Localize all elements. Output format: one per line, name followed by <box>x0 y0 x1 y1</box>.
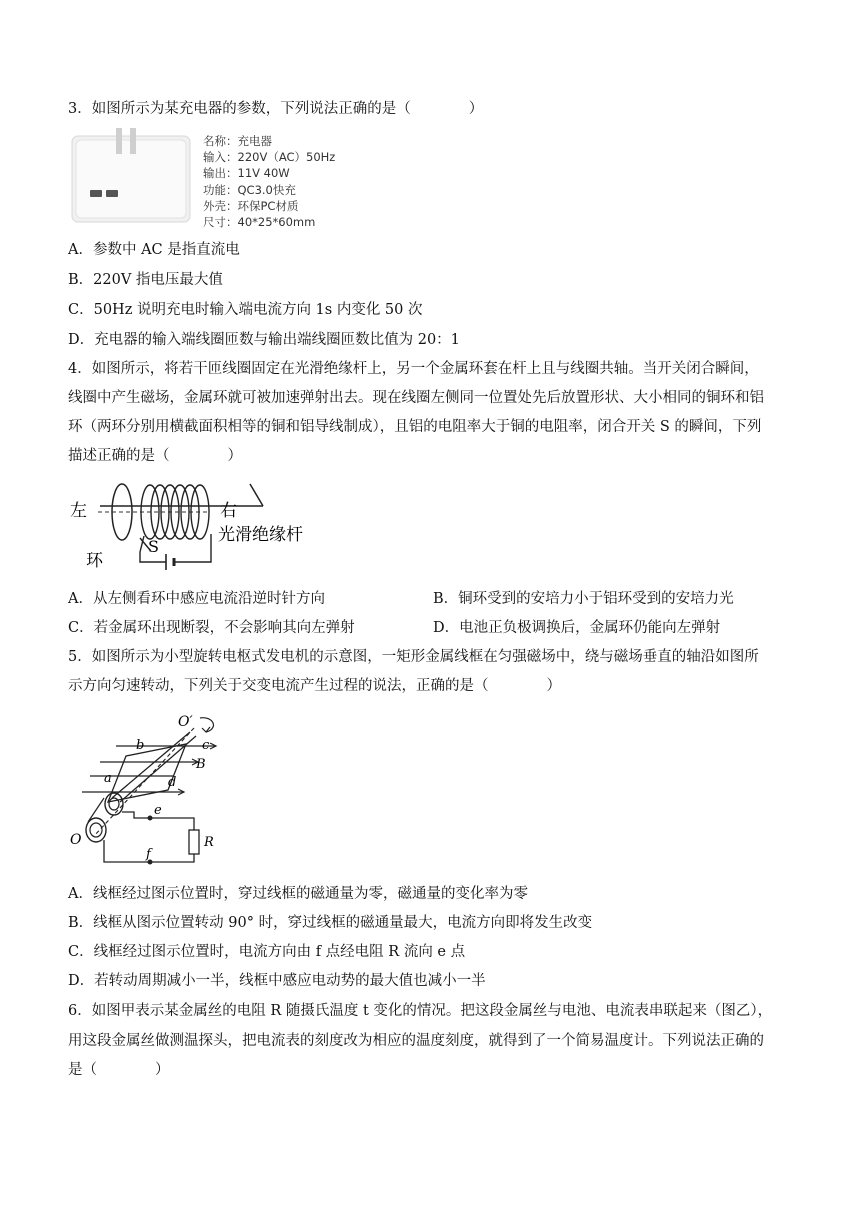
label-B: B <box>196 757 206 772</box>
charger-spec-list <box>203 133 335 230</box>
q4-option-c: C．若金属环出现断裂，不会影响其向左弹射 <box>68 620 355 636</box>
label-f: f <box>146 847 151 862</box>
q4-stem-line-1: 4．如图所示，将若干匝线圈固定在光滑绝缘杆上，另一个金属环套在杆上且与线圈共轴。当开关闭合瞬间， <box>68 361 759 377</box>
spec-line: 名称：充电器 <box>203 134 272 148</box>
label-c: c <box>202 738 210 753</box>
spec-line: 外壳：环保PC材质 <box>203 198 299 213</box>
q4-stem-line-2: 线圈中产生磁场，金属环就可被加速弹射出去。现在线圈左侧同一位置处先后放置形状、大小相同的铜环和铝 <box>68 390 764 406</box>
label-rod: 光滑绝缘杆 <box>218 525 303 545</box>
q4-option-d: D．电池正负极调换后，金属环仍能向左弹射 <box>433 620 721 636</box>
label-switch: S <box>148 537 159 556</box>
label-o-prime: O′ <box>178 714 193 730</box>
spec-line: 尺寸：40*25*60mm <box>203 215 316 230</box>
q4-option-b: B．铜环受到的安培力小于铝环受到的安培力光 <box>433 591 734 607</box>
label-left: 左 <box>70 501 87 521</box>
q6-stem-line-3: 是（ ） <box>68 1062 170 1078</box>
q5-stem-line-1: 5．如图所示为小型旋转电枢式发电机的示意图，一矩形金属线框在匀强磁场中，绕与磁场垂直的轴沿如图所 <box>68 649 759 665</box>
q3-option-b: B．220V 指电压最大值 <box>68 272 223 288</box>
spec-line: 功能：QC3.0快充 <box>203 182 296 197</box>
label-e: e <box>154 803 162 818</box>
q3-option-d: D．充电器的输入端线圈匝数与输出端线圈匝数比值为 20：1 <box>68 332 460 348</box>
charger-image <box>68 128 196 228</box>
label-b: b <box>136 738 145 753</box>
label-right: 右 <box>220 501 237 521</box>
q3-option-c: C．50Hz 说明充电时输入端电流方向 1s 内变化 50 次 <box>68 302 423 318</box>
label-R: R <box>204 835 214 850</box>
q5-stem-line-2: 示方向匀速转动，下列关于交变电流产生过程的说法，正确的是（ ） <box>68 678 561 694</box>
q3-stem: 3．如图所示为某充电器的参数，下列说法正确的是（ ） <box>68 101 484 117</box>
label-ring: 环 <box>86 551 103 571</box>
q4-stem-line-4: 描述正确的是（ ） <box>68 448 242 464</box>
label-d: d <box>168 775 177 790</box>
generator-diagram <box>64 706 234 872</box>
coil-ring-diagram <box>68 476 318 578</box>
q4-stem-line-3: 环（两环分别用横截面积相等的铜和铝导线制成），且铝的电阻率大于铜的电阻率，闭合开关 S 的瞬间，下列 <box>68 419 762 435</box>
q6-stem-line-2: 用这段金属丝做测温探头，把电流表的刻度改为相应的温度刻度，就得到了一个简易温度计。下列说法正确的 <box>68 1033 764 1049</box>
spec-line: 输出：11V 40W <box>203 166 290 181</box>
q6-stem-line-1: 6．如图甲表示某金属丝的电阻 R 随摄氏温度 t 变化的情况。把这段金属丝与电池、电流表串联起来（图乙）， <box>68 1003 773 1019</box>
q5-option-a: A．线框经过图示位置时，穿过线框的磁通量为零，磁通量的变化率为零 <box>68 886 528 902</box>
label-o: O <box>70 832 82 848</box>
q4-option-a: A．从左侧看环中感应电流沿逆时针方向 <box>68 591 325 607</box>
q5-option-c: C．线框经过图示位置时，电流方向由 f 点经电阻 R 流向 e 点 <box>68 944 466 960</box>
label-a: a <box>104 771 112 786</box>
q5-option-b: B．线框从图示位置转动 90° 时，穿过线框的磁通量最大，电流方向即将发生改变 <box>68 915 593 931</box>
spec-line: 输入：220V（AC）50Hz <box>203 150 336 165</box>
q3-option-a: A．参数中 AC 是指直流电 <box>68 242 240 258</box>
q5-option-d: D．若转动周期减小一半，线框中感应电动势的最大值也减小一半 <box>68 973 486 989</box>
